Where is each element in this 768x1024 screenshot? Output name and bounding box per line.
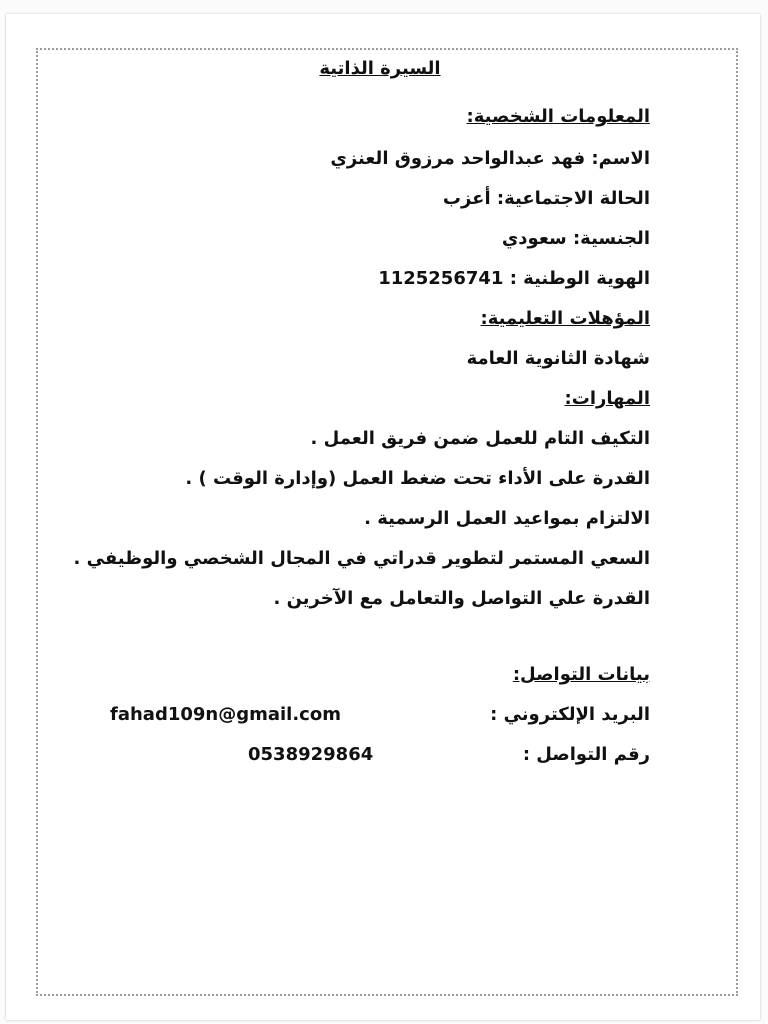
nationality-line: الجنسية: سعودي [501, 228, 650, 249]
phone-label: رقم التواصل : [522, 744, 650, 765]
skill-item: التكيف التام للعمل ضمن فريق العمل . [310, 428, 650, 449]
skill-item: الالتزام بمواعيد العمل الرسمية . [364, 508, 650, 529]
skill-item: القدرة علي التواصل والتعامل مع الآخرين . [273, 588, 650, 609]
skills-heading: المهارات: [564, 388, 650, 409]
skill-item: القدرة على الأداء تحت ضغط العمل (وإدارة الوقت ) . [185, 468, 650, 489]
marital-status-line: الحالة الاجتماعية: أعزب [442, 188, 650, 209]
national-id-label: الهوية الوطنية : [503, 268, 650, 289]
national-id-value: 1125256741 [378, 268, 504, 289]
name-line: الاسم: فهد عبدالواحد مرزوق العنزي [330, 148, 650, 169]
document-title: السيرة الذاتية [319, 58, 441, 79]
email-label: البريد الإلكتروني : [490, 704, 650, 725]
email-value: fahad109n@gmail.com [110, 704, 341, 725]
education-item: شهادة الثانوية العامة [466, 348, 650, 369]
national-id-line [378, 266, 650, 292]
phone-value: 0538929864 [248, 744, 374, 765]
education-heading: المؤهلات التعليمية: [480, 308, 650, 329]
personal-info-heading: المعلومات الشخصية: [466, 106, 650, 127]
skill-item: السعي المستمر لتطوير قدراتي في المجال الشخصي والوظيفي . [73, 548, 650, 569]
contact-heading: بيانات التواصل: [512, 664, 650, 685]
